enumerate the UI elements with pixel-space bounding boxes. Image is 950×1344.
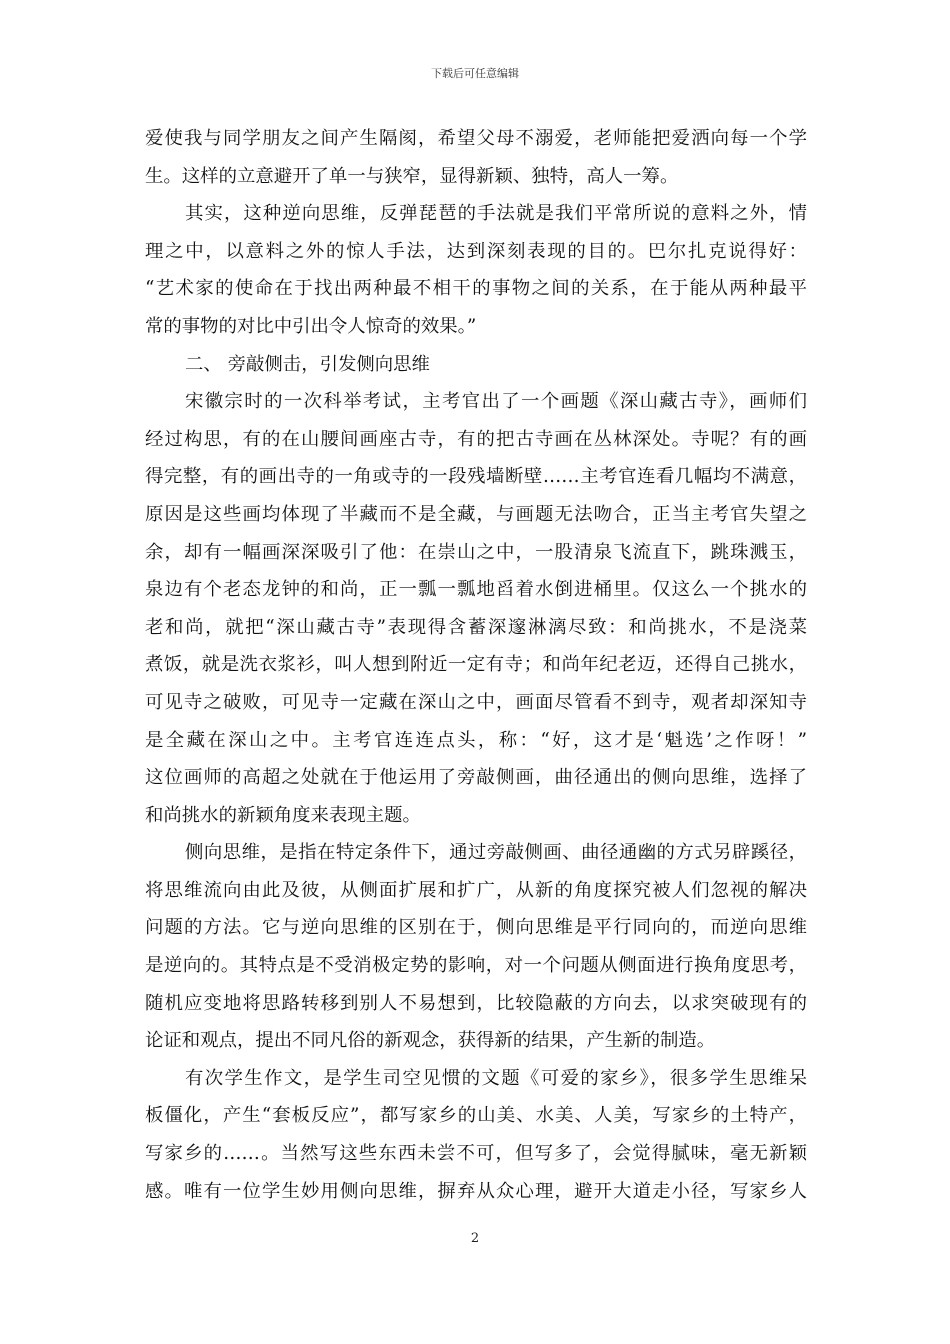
text-line: 是全藏在深山之中。主考官连连点头，称：“好，这才是‘魁选’之作呀！” [145,729,807,751]
page-number: 2 [470,1231,480,1246]
text-line: 板僵化，产生“套板反应”，都写家乡的山美、水美、人美，写家乡的土特产， [145,1105,807,1127]
text-line: 论证和观点，提出不同凡俗的新观念，获得新的结果，产生新的制造。 [145,1030,716,1052]
text-line: 老和尚，就把“深山藏古寺”表现得含蓄深邃淋漓尽致：和尚挑水，不是浇菜 [145,616,807,638]
text-line: 原因是这些画均体现了半藏而不是全藏，与画题无法吻合，正当主考官失望之 [145,503,807,525]
text-line: 和尚挑水的新颖角度来表现主题。 [145,804,421,826]
text-line: 随机应变地将思路转移到别人不易想到，比较隐蔽的方向去，以求突破现有的 [145,992,807,1014]
text-line: 感。唯有一位学生妙用侧向思维，摒弃从众心理，避开大道走小径，写家乡人 [145,1180,807,1202]
text-line: 其实，这种逆向思维，反弹琵琶的手法就是我们平常所说的意料之外，情 [185,203,807,225]
text-line: 得完整，有的画出寺的一角或寺的一段残墙断壁……主考官连看几幅均不满意， [145,466,807,488]
page-header: 下载后可任意编辑 [431,67,519,80]
text-line: 经过构思，有的在山腰间画座古寺，有的把古寺画在丛林深处。寺呢？有的画 [145,428,807,450]
text-line: 宋徽宗时的一次科举考试，主考官出了一个画题《深山藏古寺》，画师们 [185,391,807,413]
text-line: 侧向思维，是指在特定条件下，通过旁敲侧画、曲径通幽的方式另辟蹊径， [185,842,807,864]
text-line: 理之中，以意料之外的惊人手法，达到深刻表现的目的。巴尔扎克说得好： [145,240,807,262]
text-line: 问题的方法。它与逆向思维的区别在于，侧向思维是平行同向的，而逆向思维 [145,917,807,939]
text-line: “艺术家的使命在于找出两种最不相干的事物之间的关系，在于能从两种最平 [145,278,807,300]
text-line: 生。这样的立意避开了单一与狭窄，显得新颖、独特，高人一筹。 [145,165,679,187]
text-line: 二、 旁敲侧击，引发侧向思维 [185,353,430,375]
text-line: 余，却有一幅画深深吸引了他：在崇山之中，一股清泉飞流直下，跳珠溅玉， [145,541,807,563]
text-line: 爱使我与同学朋友之间产生隔阂，希望父母不溺爱，老师能把爱洒向每一个学 [145,128,807,149]
text-line: 是逆向的。其特点是不受消极定势的影响，对一个问题从侧面进行换角度思考， [145,955,807,977]
text-line: 这位画师的高超之处就在于他运用了旁敲侧画，曲径通出的侧向思维，选择了 [145,767,807,789]
body-text [145,120,807,1210]
text-line: 泉边有个老态龙钟的和尚，正一瓢一瓢地舀着水倒进桶里。仅这么一个挑水的 [145,579,807,601]
text-line: 可见寺之破败，可见寺一定藏在深山之中，画面尽管看不到寺，观者却深知寺 [145,691,807,713]
text-line: 煮饭，就是洗衣浆衫，叫人想到附近一定有寺；和尚年纪老迈，还得自己挑水， [145,654,807,676]
text-line: 写家乡的……。当然写这些东西未尝不可，但写多了，会觉得腻味，毫无新颖 [145,1143,807,1165]
text-line: 常的事物的对比中引出令人惊奇的效果。” [145,315,477,337]
text-line: 将思维流向由此及彼，从侧面扩展和扩广，从新的角度探究被人们忽视的解决 [145,879,807,901]
text-line: 有次学生作文，是学生司空见惯的文题《可爱的家乡》，很多学生思维呆 [185,1067,807,1089]
